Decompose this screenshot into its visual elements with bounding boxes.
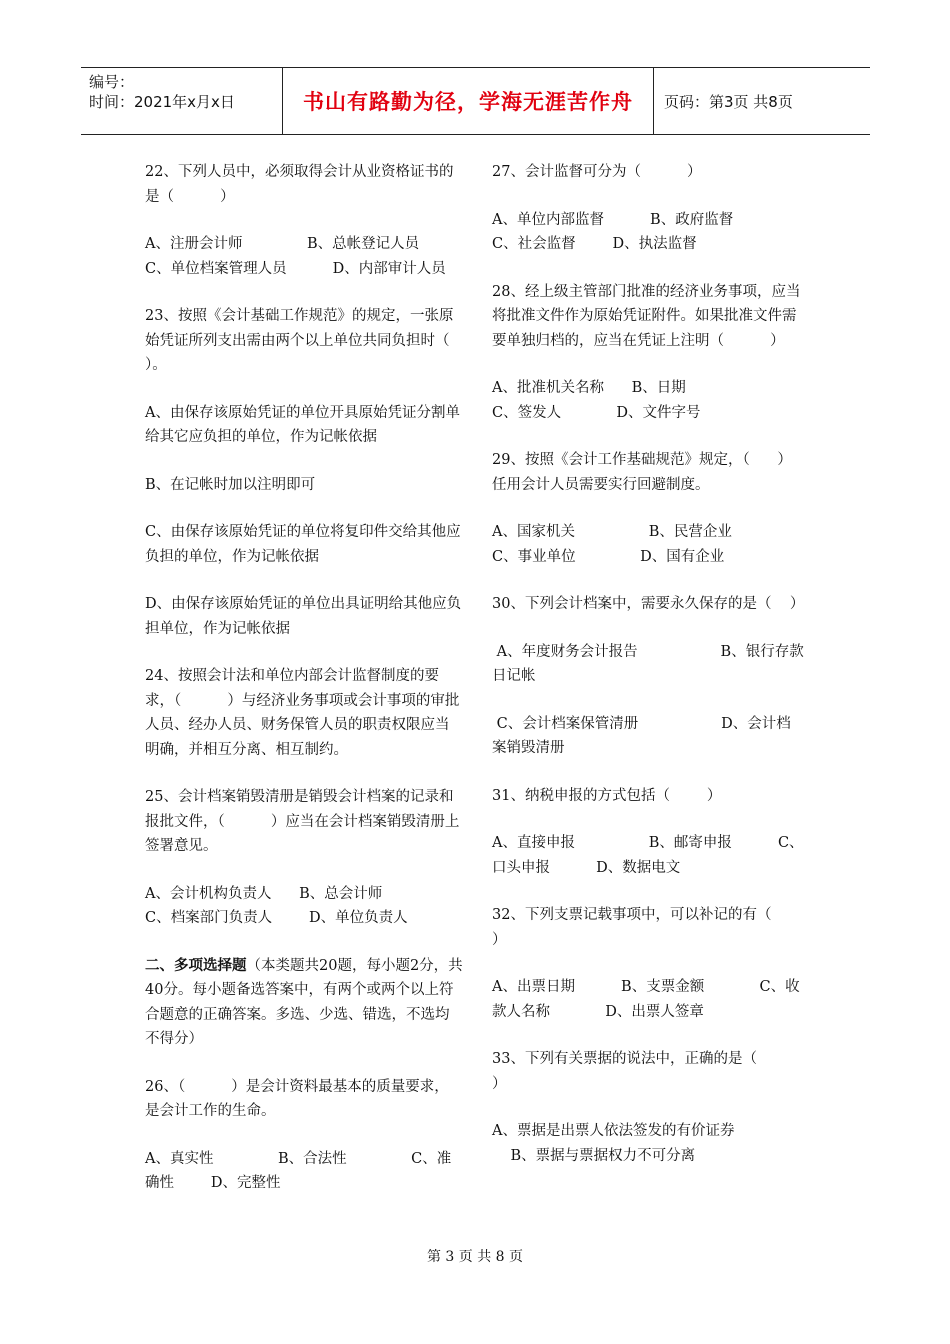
document-header — [81, 67, 870, 135]
question-27-stem: 27、会计监督可分为（ ） — [492, 164, 702, 180]
question-30-options-cd: C、会计档案保管清册 D、会计档案销毁清册 — [492, 715, 791, 756]
question-31-stem: 31、纳税申报的方式包括（ ） — [492, 787, 722, 804]
question-27-options-1: A、单位内部监督 B、政府监督 — [492, 211, 734, 228]
page-footer: 第 3 页 共 8 页 — [426, 1249, 524, 1265]
question-22-options: A、注册会计师 B、总帐登记人员 C、单位档案管理人员 D、内部审计人员 — [145, 236, 457, 277]
page-info: 页码：第3页 共8页 — [664, 92, 793, 111]
question-30-stem: 30、下列会计档案中，需要永久保存的是（ ） — [492, 596, 805, 612]
question-33-stem: 33、下列有关票据的说法中，正确的是（ ） — [492, 1051, 804, 1092]
question-29-stem: 29、按照《会计工作基础规范》规定，（ ）任用会计人员需要实行回避制度。 — [492, 452, 792, 493]
question-22-stem: 22、下列人员中，必须取得会计从业资格证书的是（ ） — [145, 164, 454, 205]
section-2-title: 二、多项选择题 — [145, 956, 247, 974]
question-28-options-2: C、签发人 D、文件字号 — [492, 404, 701, 421]
question-25-stem: 25、会计档案销毁清册是销毁会计档案的记录和报批文件，（ ）应当在会计档案销毁清册上签署意见。 — [145, 789, 460, 854]
question-23-option-d: D、由保存该原始凭证的单位出具证明给其他应负担单位，作为记帐依据 — [145, 596, 462, 637]
header-meta — [81, 68, 283, 134]
section-2-description: （本类题共20题，每小题2分，共40分。每小题备选答案中，有两个或两个以上符合题意的正确答案。多选、少选、错选，不选均不得分） — [145, 957, 463, 1047]
question-23-stem: 23、按照《会计基础工作规范》的规定，一张原始凭证所列支出需由两个以上单位共同负担时（ ）。 — [145, 308, 496, 373]
section-2-heading — [145, 954, 463, 1052]
question-25-options-1: A、会计机构负责人 B、总会计师 — [145, 885, 383, 902]
question-33-option-a: A、票据是出票人依法签发的有价证券 — [492, 1123, 735, 1139]
question-32-stem: 32、下列支票记载事项中，可以补记的有（ ） — [492, 907, 818, 948]
question-28-stem: 28、经上级主管部门批准的经济业务事项，应当将批准文件作为原始凭证附件。如果批准文件需要单独归档的，应当在凭证上注明（ ） — [492, 283, 801, 349]
question-33-option-b: B、票据与票据权力不可分离 — [492, 1147, 696, 1164]
number-label: 编号： — [89, 73, 135, 91]
right-column — [492, 160, 818, 1191]
question-31-options: A、直接申报 B、邮寄申报 C、口头申报 D、数据电文 — [492, 835, 804, 876]
question-23-option-b: B、在记帐时加以注明即可 — [145, 476, 316, 493]
question-26-stem: 26、（ ）是会计资料最基本的质量要求，是会计工作的生命。 — [145, 1078, 449, 1119]
question-23-option-a: A、由保存该原始凭证的单位开具原始凭证分割单给其它应负担的单位，作为记帐依据 — [145, 404, 460, 445]
question-29-options-1: A、国家机关 B、民营企业 — [492, 524, 732, 540]
motto: 书山有路勤为径，学海无涯苦作舟 — [283, 68, 654, 134]
question-25-options-2: C、档案部门负责人 D、单位负责人 — [145, 910, 408, 926]
time-label: 时间：2021年x月x日 — [89, 93, 235, 111]
question-27-options-2: C、社会监督 D、执法监督 — [492, 236, 697, 252]
question-32-options: A、出票日期 B、支票金额 C、收款人名称 D、出票人签章 — [492, 979, 800, 1020]
question-26-options: A、真实性 B、合法性 C、准确性 D、完整性 — [145, 1150, 452, 1191]
question-30-options-ab: A、年度财务会计报告 B、银行存款日记帐 — [492, 643, 804, 684]
left-column — [145, 160, 496, 1219]
question-23-option-c: C、由保存该原始凭证的单位将复印件交给其他应负担的单位，作为记帐依据 — [145, 524, 461, 565]
question-24-stem: 24、按照会计法和单位内部会计监督制度的要求，（ ）与经济业务事项或会计事项的审批人员、经办人员、财务保管人员的职责权限应当明确，并相互分离、相互制约。 — [145, 668, 460, 758]
question-29-options-2: C、事业单位 D、国有企业 — [492, 548, 725, 565]
question-28-options-1: A、批准机关名称 B、日期 — [492, 380, 686, 396]
